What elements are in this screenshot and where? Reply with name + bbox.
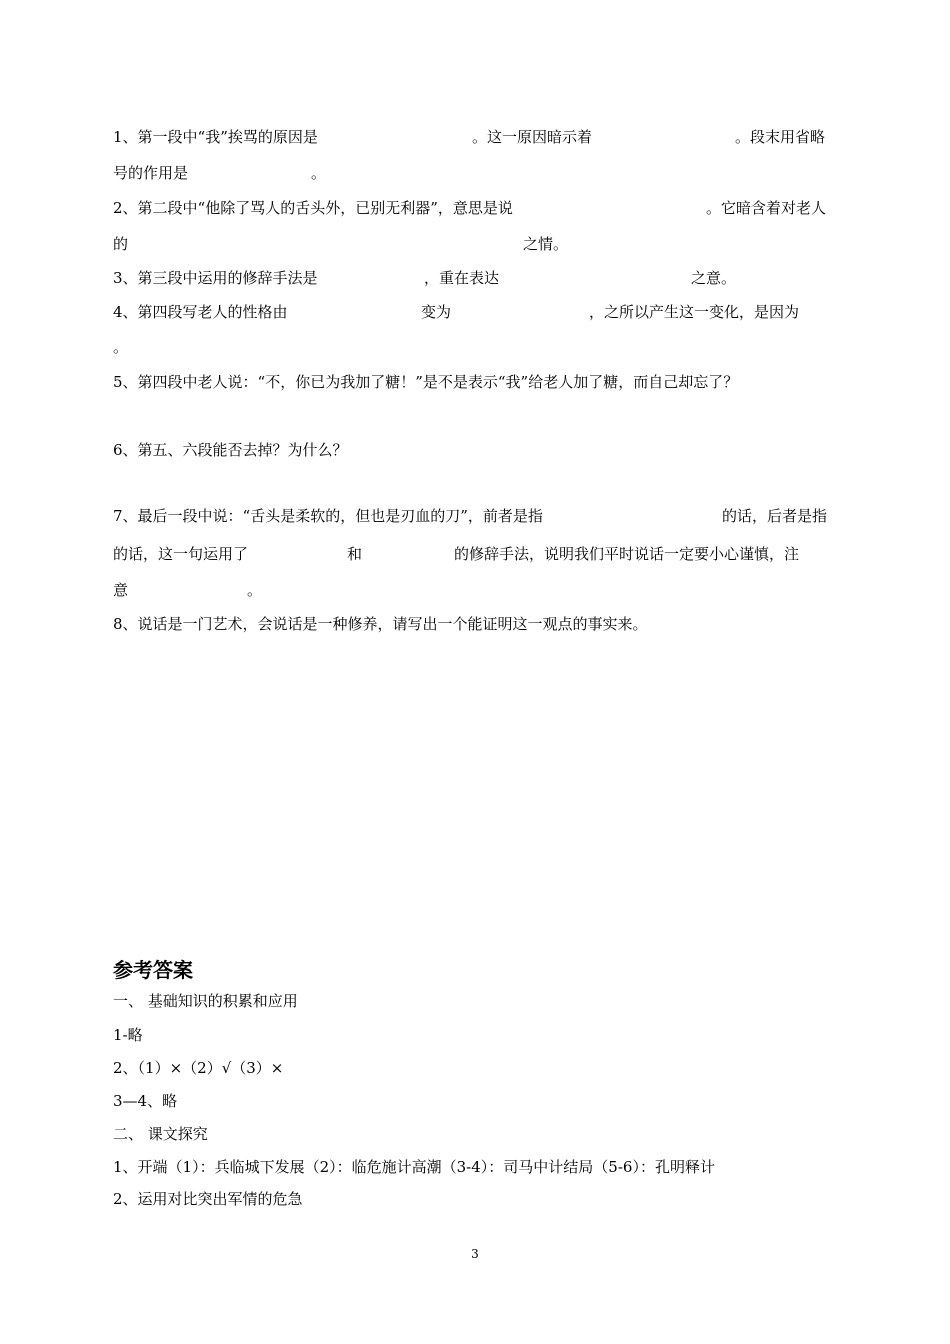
- answer-line: 1-略: [113, 1026, 143, 1044]
- answer-line: 1、开端（1）：兵临城下发展（2）：临危施计高潮（3-4）：司马中计结局（5-6）：孔明释计: [113, 1158, 715, 1176]
- question-6: 6、第五、六段能否去掉？为什么？: [113, 441, 348, 459]
- question-1-text-c: 。段末用省略: [735, 128, 826, 146]
- question-5: 5、第四段中老人说：“不，你已为我加了糖！”是不是表示“我”给老人加了糖，而自己却忘了？: [113, 373, 739, 391]
- question-7-text-g: 。: [247, 581, 263, 599]
- question-4-text-c: ，之所以产生这一变化，是因为: [589, 303, 800, 321]
- question-8: 8、说话是一门艺术，会说话是一种修养，请写出一个能证明这一观点的事实来。: [113, 615, 648, 633]
- question-7-text-f: 意: [113, 581, 129, 599]
- question-2-text-b: 。它暗含着对老人: [706, 199, 827, 217]
- question-4-text-a: 4、第四段写老人的性格由: [113, 303, 288, 321]
- question-4-text-b: 变为: [421, 303, 452, 321]
- answers-heading: 参考答案: [113, 958, 193, 982]
- answer-line: 2、运用对比突出军情的危急: [113, 1190, 303, 1208]
- question-2-text-a: 2、第二段中“他除了骂人的舌头外，已别无利器”，意思是说: [113, 199, 513, 217]
- answer-line: 2、（1）×（2）√（3）×: [113, 1059, 284, 1077]
- answer-line: 一、 基础知识的积累和应用: [113, 992, 298, 1010]
- question-7-text-e: 的修辞手法，说明我们平时说话一定要小心谨慎，注: [454, 545, 800, 563]
- question-1-text-b: 。这一原因暗示着: [472, 128, 593, 146]
- question-1-text-d: 号的作用是: [113, 164, 189, 182]
- question-3-text-b: ，重在表达: [424, 269, 500, 287]
- question-7-text-b: 的话，后者是指: [722, 507, 828, 525]
- answer-line: 二、 课文探究: [113, 1125, 208, 1143]
- question-4-text-d: 。: [113, 338, 129, 356]
- question-3-text-c: 之意。: [691, 269, 737, 287]
- page-number: 3: [471, 1247, 479, 1261]
- question-7-text-c: 的话，这一句运用了: [113, 545, 249, 563]
- question-7-text-a: 7、最后一段中说：“舌头是柔软的，但也是刃血的刀”，前者是指: [113, 507, 543, 525]
- question-2-text-c: 的: [113, 235, 129, 253]
- question-3-text-a: 3、第三段中运用的修辞手法是: [113, 269, 318, 287]
- question-4-continued: [113, 337, 128, 357]
- question-1-text-a: 1、第一段中“我”挨骂的原因是: [113, 128, 318, 146]
- answer-line: 3—4、略: [113, 1092, 178, 1110]
- question-2-text-d: 之情。: [523, 235, 569, 253]
- question-1-text-e: 。: [311, 164, 327, 182]
- question-7-text-d: 和: [347, 545, 363, 563]
